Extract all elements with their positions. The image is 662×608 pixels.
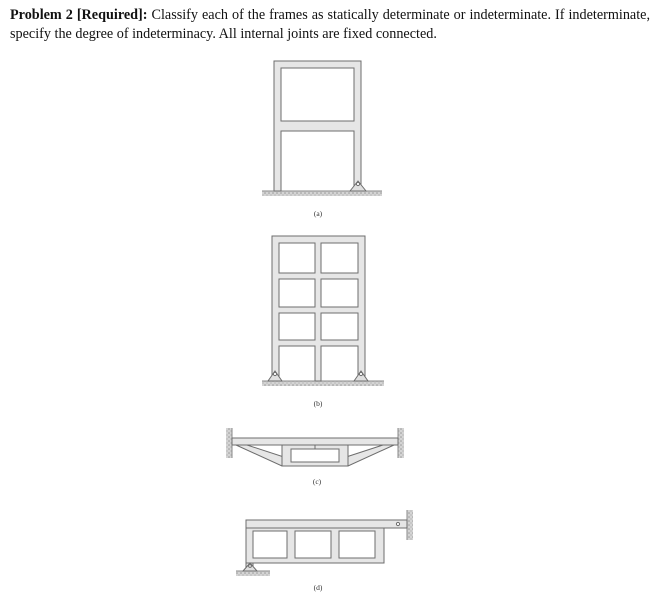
- frame-d-ground: [236, 571, 270, 576]
- problem-heading: Problem 2 [Required]:: [10, 7, 148, 23]
- frame-d-pin: [396, 522, 399, 525]
- frame-d: [236, 510, 413, 592]
- frame-a-caption: (a): [313, 209, 323, 218]
- frame-c: [226, 428, 404, 486]
- frame-d-caption: (d): [313, 583, 323, 592]
- frame-b-ground: [262, 381, 384, 386]
- frame-d-wall-right: [407, 510, 413, 540]
- problem-body: Classify each of the frames as statically determinate or indeterminate. If indeterminate, specify the degree of indeterminacy. All internal joints are fixed connected.: [10, 7, 651, 42]
- frame-b-members: [272, 236, 365, 381]
- frame-c-caption: (c): [312, 477, 322, 486]
- frame-a-members: [274, 61, 361, 191]
- frame-b-caption: (b): [313, 399, 323, 408]
- frame-c-wall-left: [226, 428, 232, 458]
- frame-a-ground: [262, 191, 382, 196]
- frame-b: [262, 236, 384, 408]
- frame-d-members: [246, 528, 384, 563]
- frame-c-wall-right: [398, 428, 404, 458]
- frame-a: [262, 61, 382, 218]
- frame-c-top-chord: [232, 438, 398, 445]
- frame-d-top-beam: [246, 520, 407, 528]
